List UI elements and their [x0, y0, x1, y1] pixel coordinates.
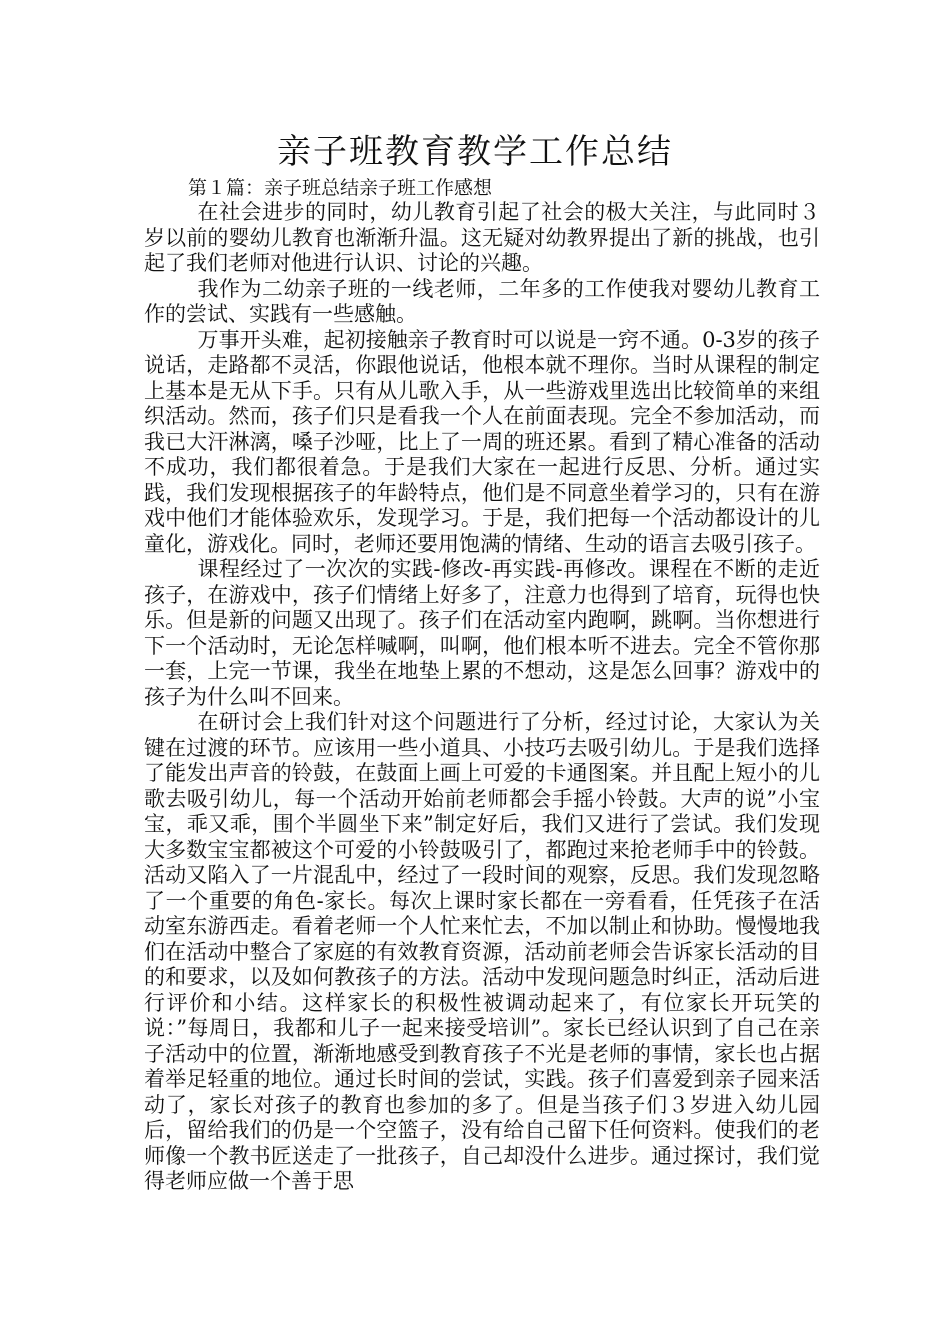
paragraph: 万事开头难，起初接触亲子教育时可以说是一窍不通。0-3岁的孩子说话，走路都不灵活，你跟他说话，他根本就不理你。当时从课程的制定上基本是无从下手。只有从儿歌入手，从一些游戏里选出比较简单的来组织活动。然而，孩子们只是看我一个人在前面表现。完全不参加活动，而我已大汗淋漓，嗓子沙哑，比上了一周的班还累。看到了精心准备的活动不成功，我们都很着急。于是我们大家在一起进行反思、分析。通过实践，我们发现根据孩子的年龄特点，他们是不同意坐着学习的，只有在游戏中他们才能体验欢乐，发现学习。于是，我们把每一个活动都设计的儿童化，游戏化。同时，老师还要用饱满的情绪、生动的语言去吸引孩子。 [144, 327, 820, 556]
paragraph: 我作为二幼亲子班的一线老师，二年多的工作使我对婴幼儿教育工作的尝试、实践有一些感触。 [144, 276, 820, 326]
document-title: 亲子班教育教学工作总结 [277, 132, 673, 172]
paragraph: 在社会进步的同时，幼儿教育引起了社会的极大关注，与此同时３岁以前的婴幼儿教育也渐渐升温。这无疑对幼教界提出了新的挑战，也引起了我们老师对他进行认识、讨论的兴趣。 [144, 200, 820, 275]
paragraph: 课程经过了一次次的实践-修改-再实践-再修改。课程在不断的走近孩子，在游戏中，孩子们情绪上好多了，注意力也得到了培育，玩得也快乐。但是新的问题又出现了。孩子们在活动室内跑啊，跳啊。当你想进行下一个活动时，无论怎样喊啊，叫啊，他们根本听不进去。完全不管你那一套，上完一节课，我坐在地垫上累的不想动，这是怎么回事？游戏中的孩子为什么叫不回来。 [144, 557, 820, 709]
document-subtitle: 第１篇：亲子班总结亲子班工作感想 [188, 177, 493, 199]
document-body [144, 200, 820, 1195]
paragraph: 在研讨会上我们针对这个问题进行了分析，经过讨论，大家认为关键在过渡的环节。应该用一些小道具、小技巧去吸引幼儿。于是我们选择了能发出声音的铃鼓，在鼓面上画上可爱的卡通图案。并且配上短小的儿歌去吸引幼儿，每一个活动开始前老师都会手摇小铃鼓。大声的说”小宝宝，乖又乖，围个半圆坐下来”制定好后，我们又进行了尝试。我们发现大多数宝宝都被这个可爱的小铃鼓吸引了，都跑过来抢老师手中的铃鼓。活动又陷入了一片混乱中，经过了一段时间的观察，反思。我们发现忽略了一个重要的角色-家长。每次上课时家长都在一旁看看，任凭孩子在活动室东游西走。看着老师一个人忙来忙去，不加以制止和协助。慢慢地我们在活动中整合了家庭的有效教育资源，活动前老师会告诉家长活动的目的和要求，以及如何教孩子的方法。活动中发现问题急时纠正，活动后进行评价和小结。这样家长的积极性被调动起来了，有位家长开玩笑的说：”每周日，我都和儿子一起来接受培训”。家长已经认识到了自己在亲子活动中的位置，渐渐地感受到教育孩子不光是老师的事情，家长也占据着举足轻重的地位。通过长时间的尝试，实践。孩子们喜爱到亲子园来活动了，家长对孩子的教育也参加的多了。但是当孩子们３岁进入幼儿园后，留给我们的仍是一个空篮子，没有给自己留下任何资料。使我们的老师像一个教书匠送走了一批孩子，自己却没什么进步。通过探讨，我们觉得老师应做一个善于思 [144, 710, 820, 1193]
